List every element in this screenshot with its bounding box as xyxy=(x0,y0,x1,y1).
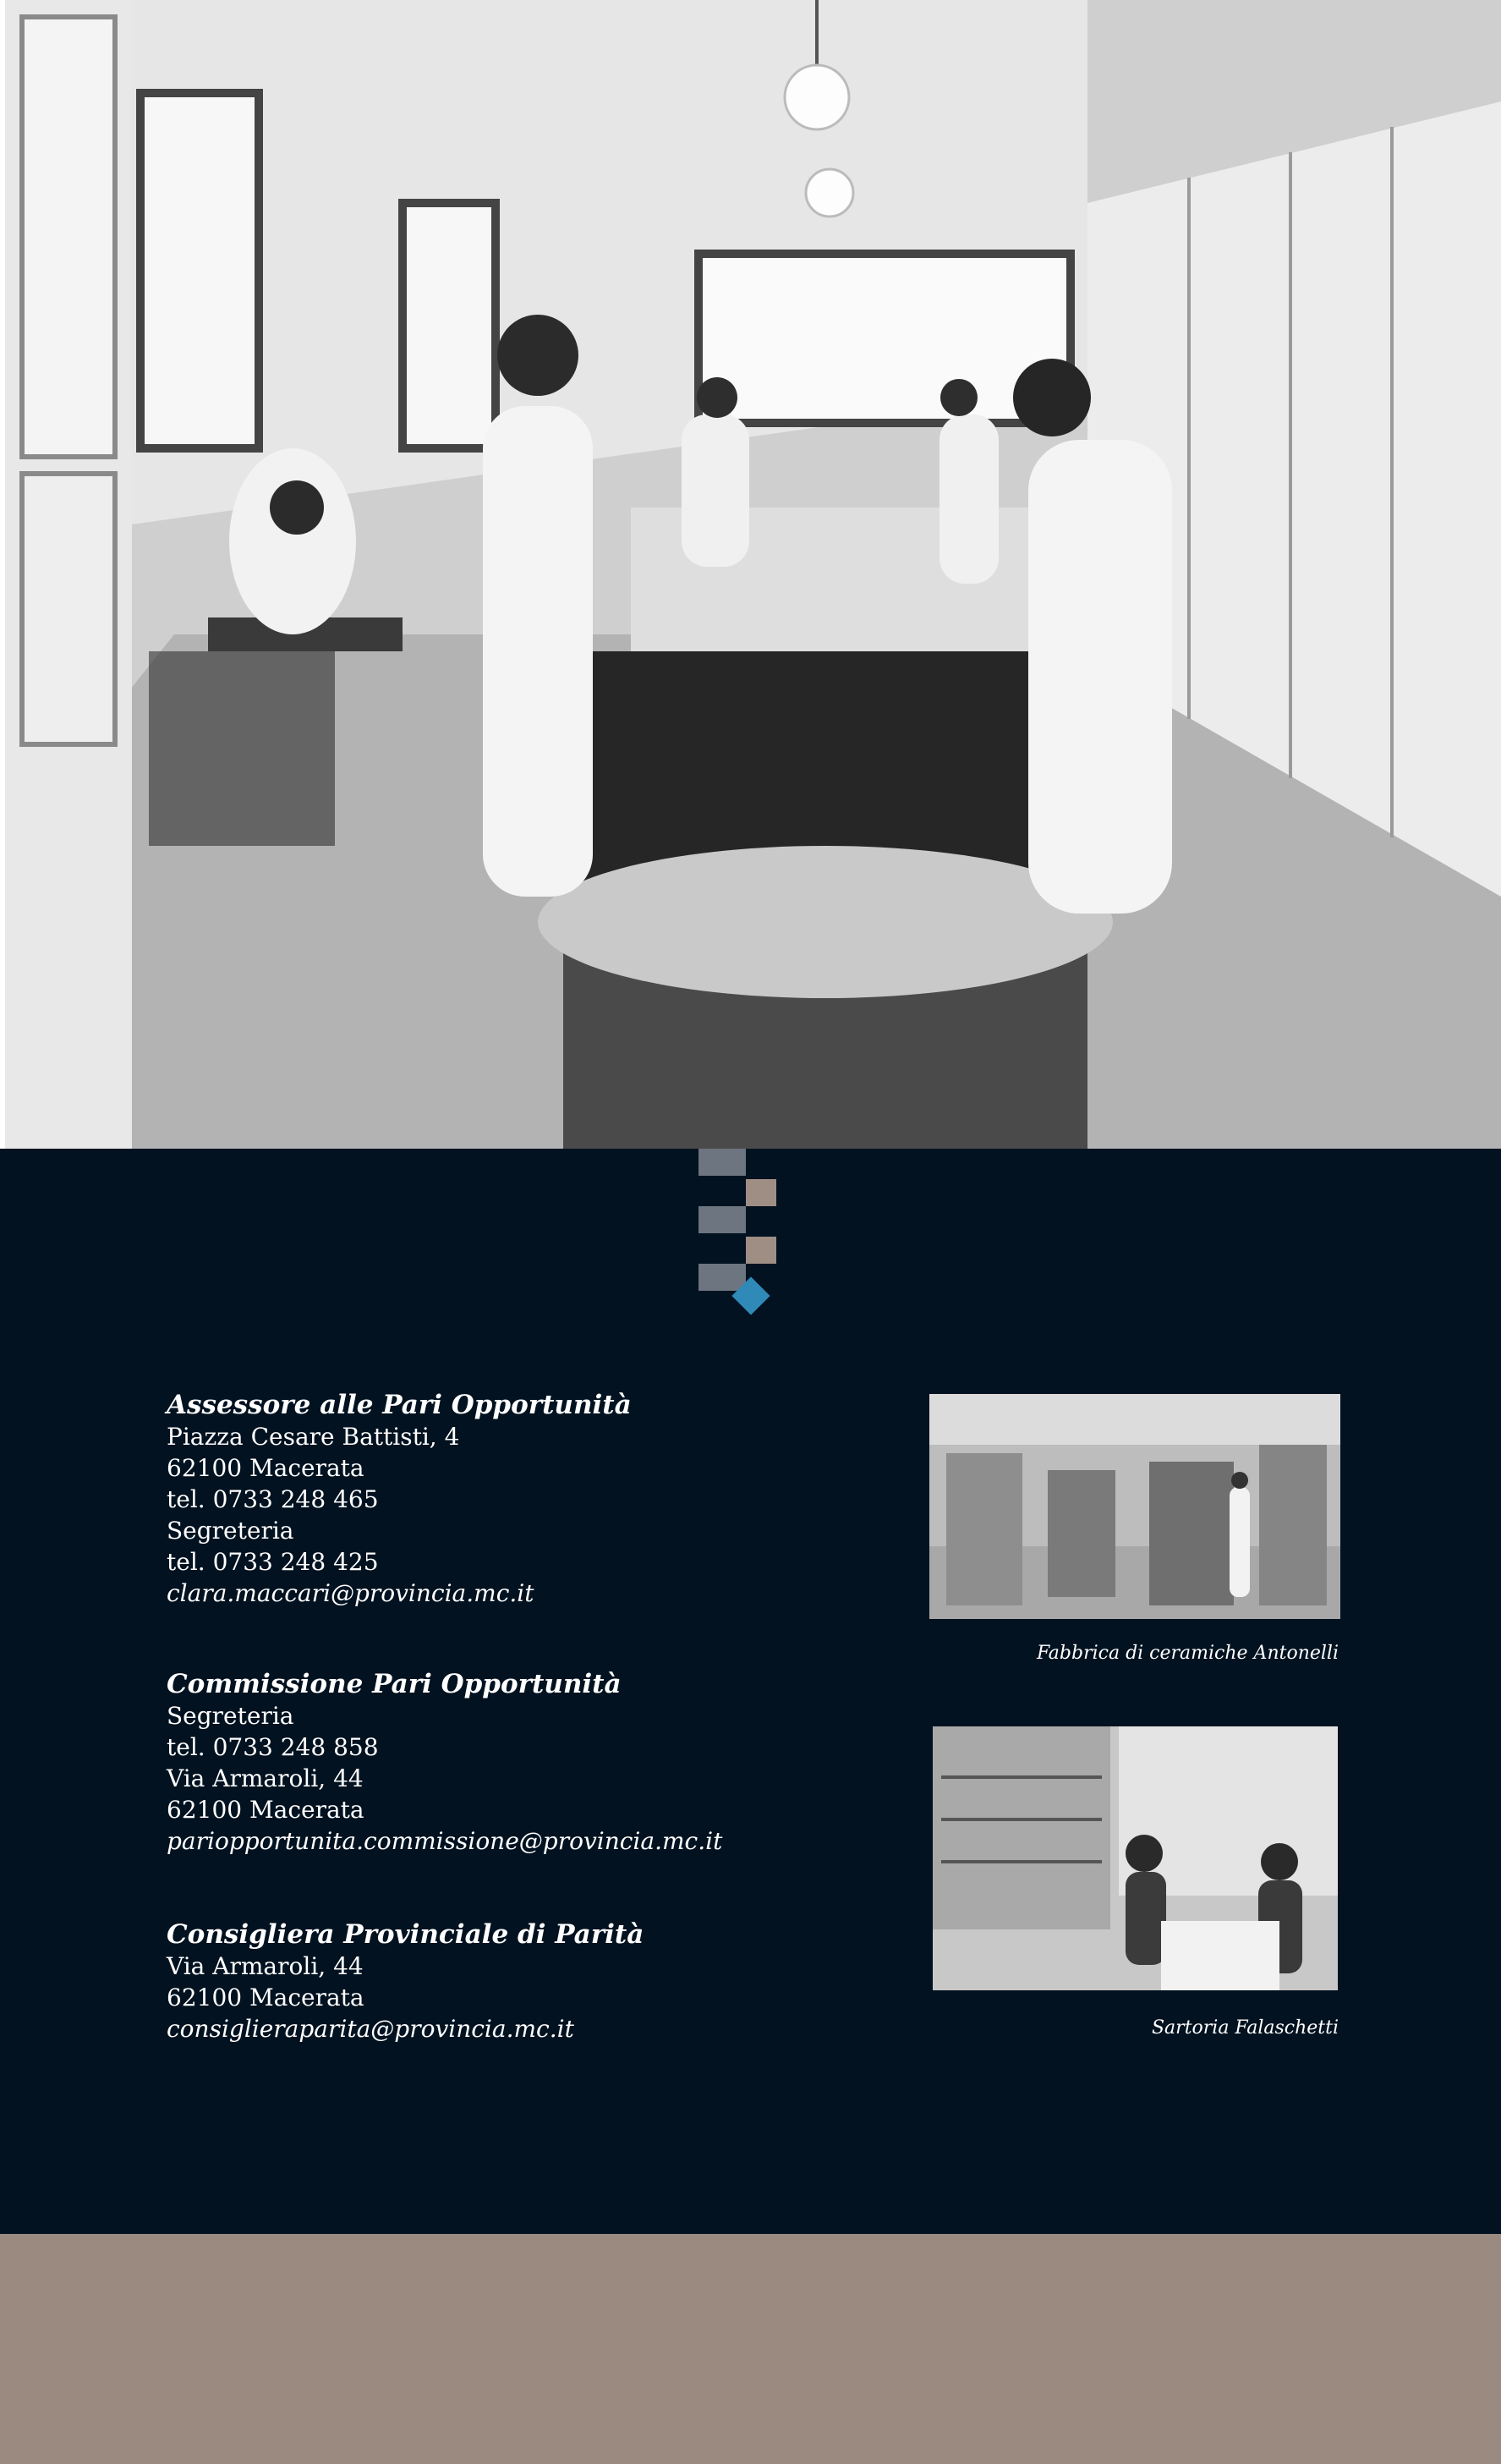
logo-taupe-block xyxy=(746,1179,776,1206)
contact-line: tel. 0733 248 425 xyxy=(167,1548,379,1576)
contact-line: Piazza Cesare Battisti, 4 xyxy=(167,1423,460,1451)
contact-line: Via Armaroli, 44 xyxy=(167,1764,364,1792)
logo-gray-block xyxy=(698,1264,746,1291)
contact-line: 62100 Macerata xyxy=(167,1984,364,2011)
contact-line: Segreteria xyxy=(167,1702,294,1730)
workroom-photo-illustration xyxy=(5,0,1501,1149)
hero-photo xyxy=(5,0,1501,1149)
contact-line: Via Armaroli, 44 xyxy=(167,1952,364,1980)
contact-consigliera xyxy=(167,1918,644,2044)
contact-heading: Assessore alle Pari Opportunità xyxy=(167,1390,632,1420)
logo-gray-block xyxy=(698,1149,746,1176)
contact-email[interactable]: pariopportunita.commissione@provincia.mc.it xyxy=(167,1827,723,1855)
contact-line: 62100 Macerata xyxy=(167,1454,364,1482)
contact-email[interactable]: consiglieraparita@provincia.mc.it xyxy=(167,2015,574,2043)
tailor-photo-illustration xyxy=(933,1726,1338,1990)
factory-photo xyxy=(929,1394,1340,1619)
contact-heading: Commissione Pari Opportunità xyxy=(167,1669,622,1699)
contact-line: tel. 0733 248 858 xyxy=(167,1733,379,1761)
factory-photo-illustration xyxy=(929,1394,1340,1619)
contact-assessore xyxy=(167,1389,632,1609)
decorative-logo xyxy=(698,1149,783,1326)
contact-line: 62100 Macerata xyxy=(167,1796,364,1824)
logo-gray-block xyxy=(698,1206,746,1233)
footer-band xyxy=(0,2234,1501,2464)
contact-line: tel. 0733 248 465 xyxy=(167,1485,379,1513)
factory-photo-caption: Fabbrica di ceramiche Antonelli xyxy=(1037,1643,1339,1664)
tailor-photo xyxy=(933,1726,1338,1990)
logo-taupe-block xyxy=(746,1237,776,1264)
tailor-photo-caption: Sartoria Falaschetti xyxy=(1151,2017,1339,2039)
contact-heading: Consigliera Provinciale di Parità xyxy=(167,1919,644,1950)
contact-email[interactable]: clara.maccari@provincia.mc.it xyxy=(167,1579,534,1607)
contact-commissione xyxy=(167,1668,722,1857)
contact-line: Segreteria xyxy=(167,1517,294,1545)
